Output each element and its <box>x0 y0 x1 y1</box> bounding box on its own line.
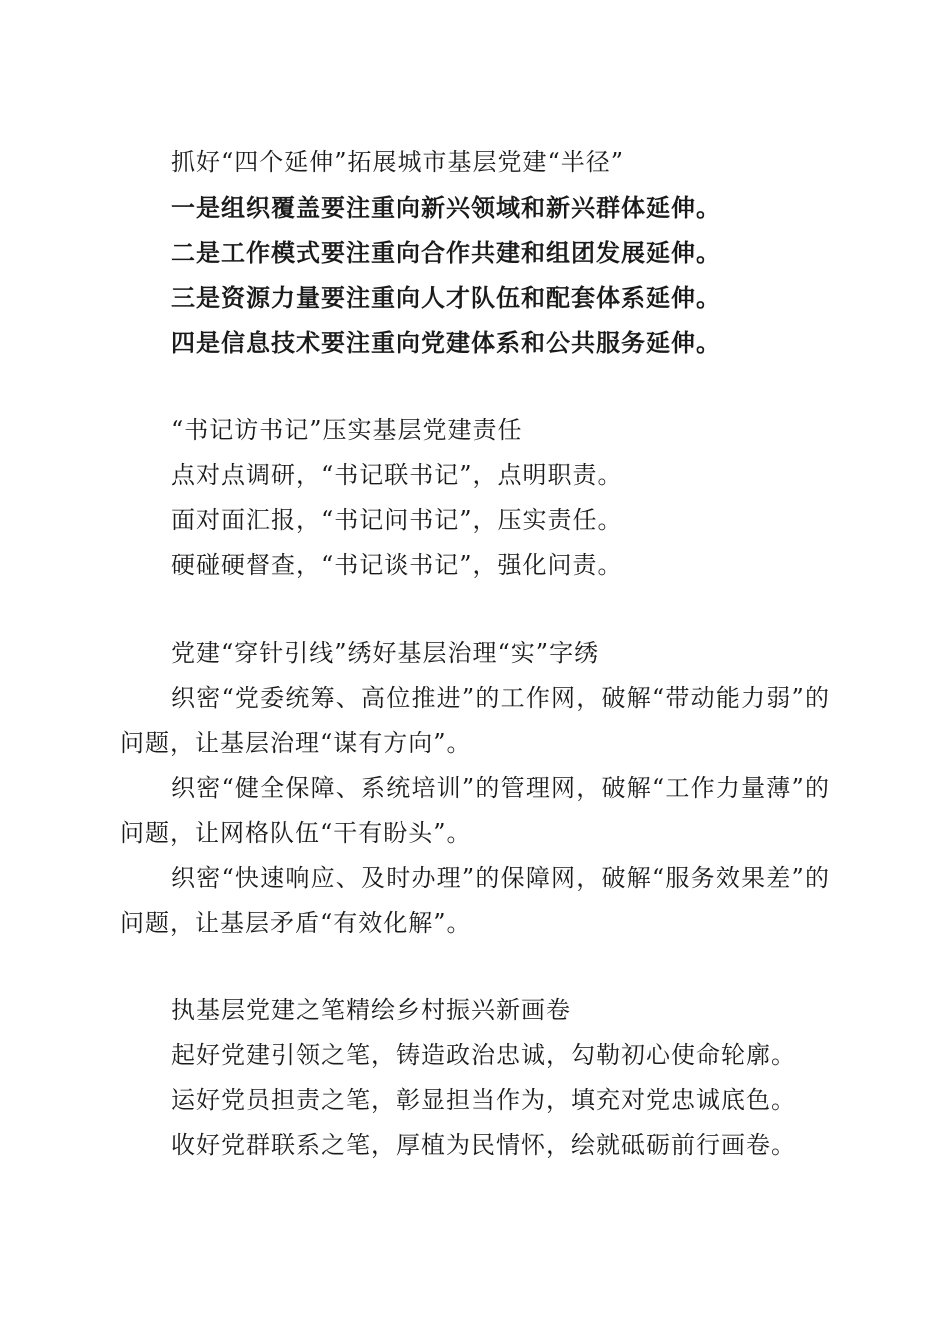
section-title: “书记访书记”压实基层党建责任 <box>171 416 523 444</box>
list-item: 运好党员担责之笔，彰显担当作为，填充对党忠诚底色。 <box>171 1086 796 1114</box>
section-grassroots-governance <box>120 631 830 946</box>
paragraph: 织密“快速响应、及时办理”的保障网，破解“服务效果差”的问题，让基层矛盾“有效化解”。 <box>120 864 830 937</box>
list-item: 面对面汇报，“书记问书记”，压实责任。 <box>171 506 623 534</box>
list-item: 一是组织覆盖要注重向新兴领域和新兴群体延伸。 <box>171 193 721 222</box>
section-rural-revitalization <box>120 988 830 1168</box>
list-item: 起好党建引领之笔，铸造政治忠诚，勾勒初心使命轮廓。 <box>171 1041 796 1069</box>
section-title: 执基层党建之笔精绘乡村振兴新画卷 <box>171 996 571 1024</box>
section-secretary-visits <box>120 408 830 588</box>
list-item: 四是信息技术要注重向党建体系和公共服务延伸。 <box>171 328 721 357</box>
section-title: 党建“穿针引线”绣好基层治理“实”字绣 <box>171 639 600 667</box>
list-item: 点对点调研，“书记联书记”，点明职责。 <box>171 461 623 489</box>
list-item: 二是工作模式要注重向合作共建和组团发展延伸。 <box>171 238 721 267</box>
paragraph: 织密“健全保障、系统培训”的管理网，破解“工作力量薄”的问题，让网格队伍“干有盼头”。 <box>120 774 830 847</box>
list-item: 三是资源力量要注重向人才队伍和配套体系延伸。 <box>171 283 721 312</box>
list-item: 收好党群联系之笔，厚植为民情怀，绘就砥砺前行画卷。 <box>171 1131 796 1159</box>
paragraph: 织密“党委统筹、高位推进”的工作网，破解“带动能力弱”的问题，让基层治理“谋有方向”。 <box>120 684 830 757</box>
section-title: 抓好“四个延伸”拓展城市基层党建“半径” <box>171 148 625 176</box>
list-item: 硬碰硬督查，“书记谈书记”，强化问责。 <box>171 551 623 579</box>
section-four-extensions <box>120 140 830 365</box>
